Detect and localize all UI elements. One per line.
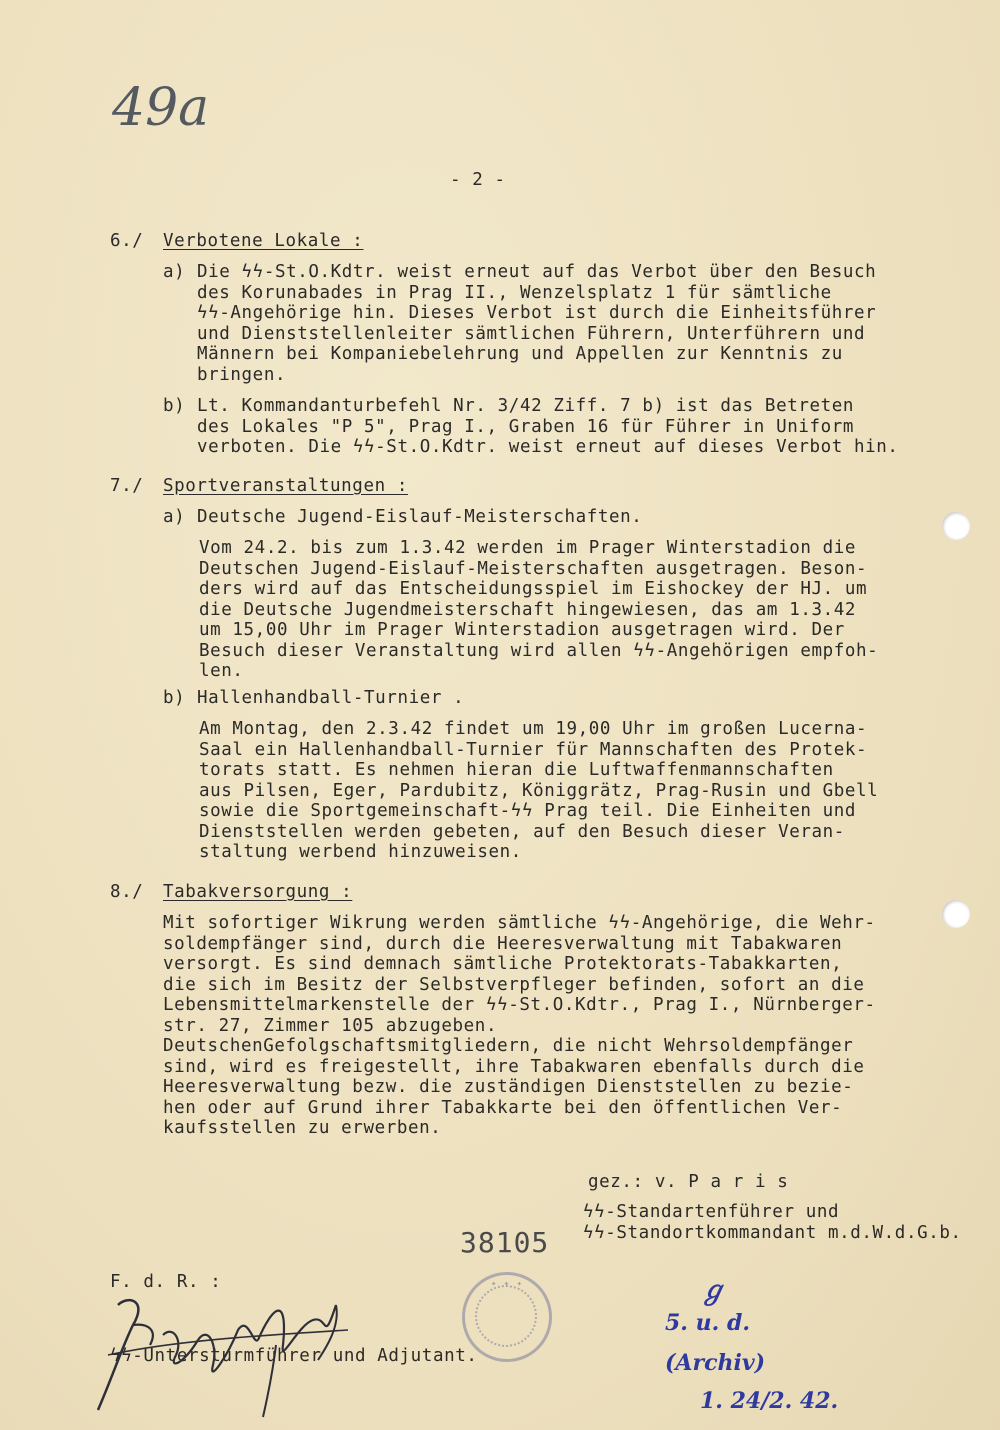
text-line: DeutschenGefolgschaftsmitgliedern, die nicht Wehrsoldempfänger xyxy=(163,1036,854,1056)
text-line: Mit sofortiger Wikrung werden sämtliche ϟϟ-Angehörige, die Wehr- xyxy=(163,913,876,933)
text-line: aus Pilsen, Eger, Pardubitz, Königgrätz, Prag-Rusin und Gbell xyxy=(199,780,879,801)
adjutant-rank: ϟϟ-Untersturmführer und Adjutant. xyxy=(110,1346,478,1366)
text-line: staltung werbend hinzuweisen. xyxy=(199,842,522,862)
stamp-number: 38105 xyxy=(460,1226,550,1259)
section-8-heading: Tabakversorgung : xyxy=(163,882,353,902)
section-7b-text xyxy=(199,719,878,863)
section-8-text xyxy=(163,913,876,1139)
text-line: sowie die Sportgemeinschaft-ϟϟ Prag teil. Die Einheiten und xyxy=(199,801,857,821)
text-line: Besuch dieser Veranstaltung wird allen ϟϟ-Angehörigen empfoh- xyxy=(199,640,879,661)
text-line: sind, wird es freigestellt, ihre Tabakwaren ebenfalls durch die xyxy=(163,1056,865,1077)
text-line: kaufsstellen zu erwerben. xyxy=(163,1118,442,1138)
text-line: Vom 24.2. bis zum 1.3.42 werden im Prager Winterstadion die xyxy=(199,538,857,558)
text-line: verboten. Die ϟϟ-St.O.Kdtr. weist erneut auf dieses Verbot hin. xyxy=(197,437,899,457)
text-line: torats statt. Es nehmen hieran die Luftwaffenmannschaften xyxy=(199,760,834,780)
text-line: um 15,00 Uhr im Prager Winterstadion ausgetragen wird. Der xyxy=(199,620,845,640)
text-line: und Dienststellenleiter sämtlichen Führern, Unterführern und xyxy=(197,323,866,344)
section-6a-text xyxy=(197,262,876,385)
text-line: Am Montag, den 2.3.42 findet um 19,00 Uhr im großen Lucerna- xyxy=(199,719,868,739)
blue-note-line-2: (Archiv) xyxy=(665,1350,766,1376)
section-6b-label: b) xyxy=(163,396,186,416)
section-7b-title: Hallenhandball-Turnier . xyxy=(197,688,465,708)
text-line: die sich im Besitz der Selbstverpfleger befinden, sofort an die xyxy=(163,974,865,995)
section-7-number: 7./ xyxy=(110,476,144,496)
text-line: len. xyxy=(199,661,244,681)
section-7a-text xyxy=(199,538,878,682)
section-6-heading: Verbotene Lokale : xyxy=(163,231,364,251)
section-6b-text xyxy=(197,396,899,458)
section-7b-label: b) xyxy=(163,688,186,708)
text-line: des Korunabades in Prag II., Wenzelsplatz 1 für sämtliche xyxy=(197,282,832,303)
section-7a-label: a) xyxy=(163,507,186,527)
section-8-number: 8./ xyxy=(110,882,144,902)
text-line: Männern bei Kompaniebelehrung und Appellen zur Kenntnis zu xyxy=(197,344,843,364)
text-line: des Lokales "P 5", Prag I., Graben 16 für Führer in Uniform xyxy=(197,416,855,437)
blue-note-initial: ℊ xyxy=(700,1276,727,1306)
text-line: str. 27, Zimmer 105 abzugeben. xyxy=(163,1015,498,1036)
folio-number: 49a xyxy=(112,78,210,138)
signed-by: gez.: v. P a r i s xyxy=(588,1172,789,1192)
page-number: - 2 - xyxy=(450,170,506,190)
text-line: versorgt. Es sind demnach sämtliche Protektorats-Tabakkarten, xyxy=(163,954,843,974)
text-line: Saal ein Hallenhandball-Turnier für Mannschaften des Protek- xyxy=(199,739,868,760)
signer-rank-1: ϟϟ-Standartenführer und xyxy=(583,1202,840,1222)
handwritten-signature xyxy=(88,1285,368,1420)
section-6a-label: a) xyxy=(163,262,186,282)
section-6-number: 6./ xyxy=(110,231,144,251)
signer-rank-2: ϟϟ-Standortkommandant m.d.W.d.G.b. xyxy=(583,1223,962,1243)
fdr-label: F. d. R. : xyxy=(110,1272,222,1292)
punch-hole-lower xyxy=(942,900,970,928)
text-line: Die ϟϟ-St.O.Kdtr. weist erneut auf das Verbot über den Besuch xyxy=(197,262,877,282)
text-line: Deutschen Jugend-Eislauf-Meisterschaften ausgetragen. Beson- xyxy=(199,558,868,579)
text-line: Dienststellen werden gebeten, auf den Besuch dieser Veran- xyxy=(199,821,845,842)
text-line: soldempfänger sind, durch die Heeresverwaltung mit Tabakwaren xyxy=(163,933,843,954)
section-7-heading: Sportveranstaltungen : xyxy=(163,476,408,496)
text-line: Lebensmittelmarkenstelle der ϟϟ-St.O.Kdtr., Prag I., Nürnberger- xyxy=(163,995,876,1015)
blue-note-line-1: 5. u. d. xyxy=(665,1310,750,1336)
text-line: Lt. Kommandanturbefehl Nr. 3/42 Ziff. 7 b) ist das Betreten xyxy=(197,396,855,416)
section-7a-title: Deutsche Jugend-Eislauf-Meisterschaften. xyxy=(197,507,643,527)
text-line: die Deutsche Jugendmeisterschaft hingewiesen, das am 1.3.42 xyxy=(199,599,857,620)
blue-note-line-3: 1. 24/2. 42. xyxy=(700,1388,839,1414)
text-line: bringen. xyxy=(197,364,287,385)
round-stamp: ✦ ✦ ✦ xyxy=(462,1272,552,1362)
text-line: ϟϟ-Angehörige hin. Dieses Verbot ist durch die Einheitsführer xyxy=(197,303,877,323)
punch-hole-upper xyxy=(942,512,970,540)
text-line: hen oder auf Grund ihrer Tabakkarte bei den öffentlichen Ver- xyxy=(163,1097,843,1118)
text-line: Heeresverwaltung bezw. die zuständigen Dienststellen zu bezie- xyxy=(163,1077,854,1097)
text-line: ders wird auf das Entscheidungsspiel im Eishockey der HJ. um xyxy=(199,579,868,599)
